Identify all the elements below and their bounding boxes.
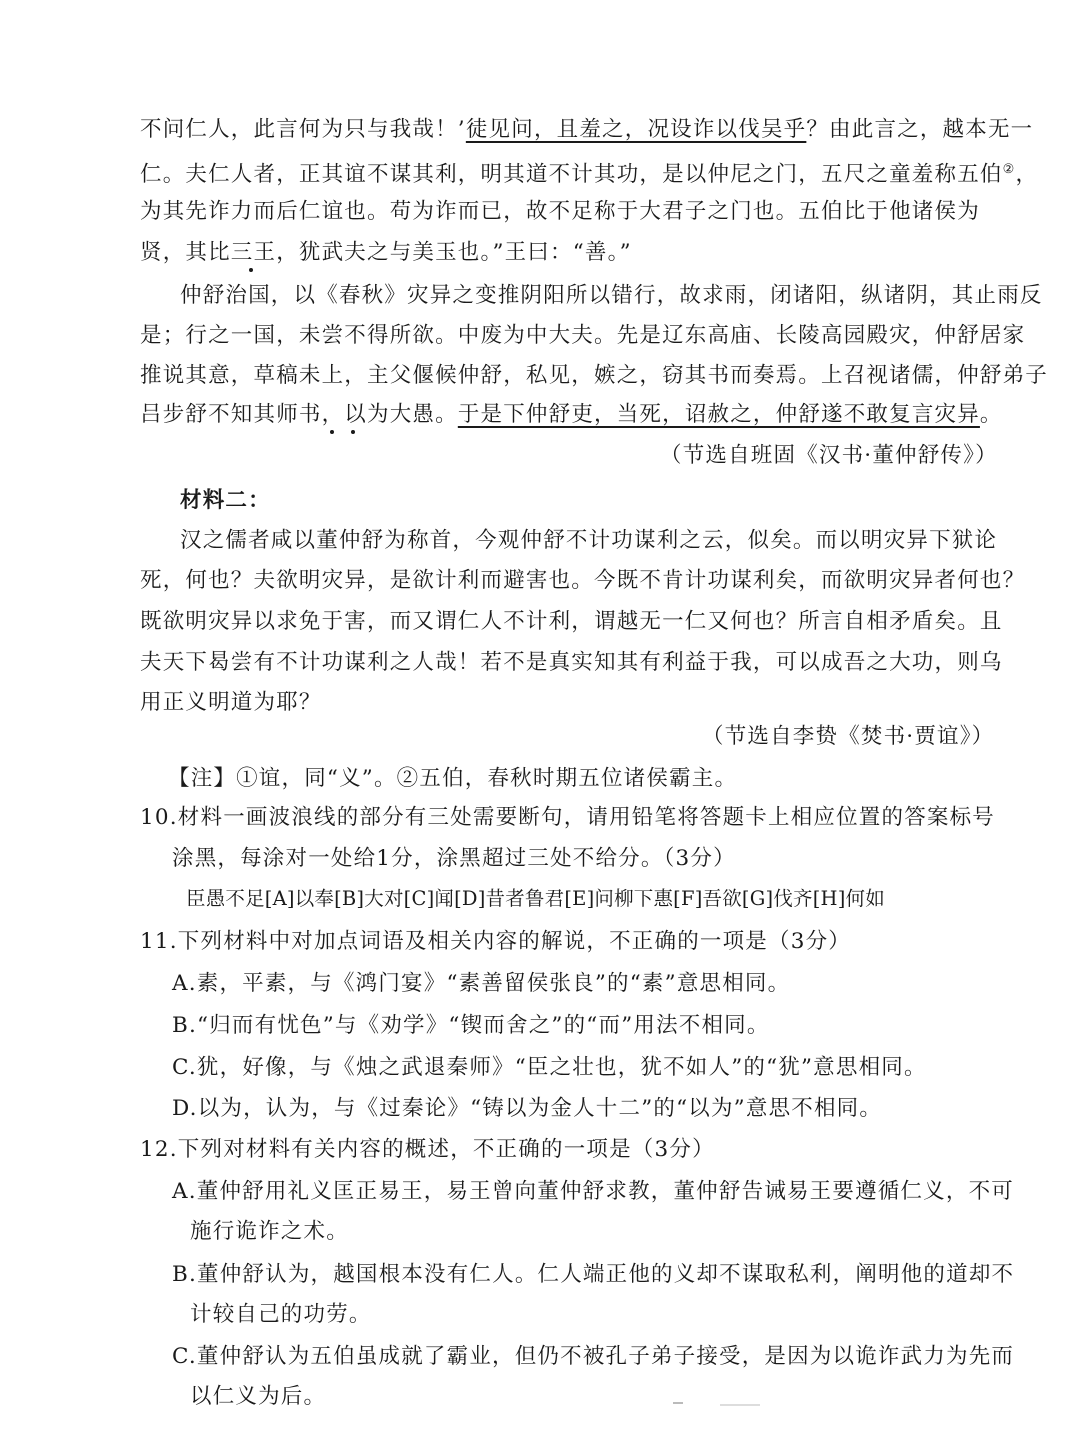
passage-line: 既欲明灾异以求免于害，而又谓仁人不计利，谓越无一仁又何也？所言自相矛盾矣。且	[140, 609, 1003, 634]
question-12-option-c: C.董仲舒认为五伯虽成就了霸业，但仍不被孔子弟子接受，是因为以诡诈武力为先而	[172, 1344, 1015, 1369]
passage-line: 用正义明道为耶？	[140, 690, 322, 715]
question-12-option-a-cont: 施行诡诈之术。	[190, 1219, 349, 1244]
question-10-stem: 10.材料一画波浪线的部分有三处需要断句，请用铅笔将答题卡上相应位置的答案标号	[140, 805, 995, 830]
question-12-option-a: A.董仲舒用礼义匡正易王，易王曾向董仲舒求教，董仲舒告诫易王要遵循仁义，不可	[172, 1179, 1014, 1204]
scan-artifact	[720, 1404, 760, 1406]
question-12-option-b: B.董仲舒认为，越国根本没有仁人。仁人端正他的义却不谋取私利，阐明他的道却不	[172, 1262, 1015, 1287]
passage-line: 夫天下曷尝有不计功谋利之人哉！若不是真实知其有利益于我，可以成吾之大功，则乌	[140, 650, 1003, 675]
emphasis-dot	[330, 430, 334, 434]
passage-line: 仁。夫仁人者，正其谊不谋其利，明其道不计其功，是以仲尼之门，五尺之童羞称五伯②，	[140, 162, 1039, 188]
section-heading: 材料二：	[180, 488, 271, 513]
underlined-sentence: 于是下仲舒吏，当死，诏赦之，仲舒遂不敢复言灾异	[457, 402, 980, 427]
passage-line: 是；行之一国，未尝不得所欲。中废为中大夫。先是辽东高庙、长陵高园殿灾，仲舒居家	[140, 323, 1026, 348]
passage-line: 推说其意，草稿未上，主父偃候仲舒，私见，嫉之，窃其书而奏焉。上召视诸儒，仲舒弟子	[140, 363, 1049, 388]
question-12-stem: 12.下列对材料有关内容的概述，不正确的一项是（3分）	[140, 1137, 715, 1162]
question-12-option-b-cont: 计较自己的功劳。	[190, 1302, 372, 1327]
footnote-marker: ②	[1002, 162, 1016, 177]
emphasis-dot	[351, 430, 355, 434]
underlined-sentence: 徒见问，且羞之，况设诈以伐吴乎	[465, 117, 807, 142]
question-12-option-c-cont: 以仁义为后。	[190, 1384, 327, 1409]
emphasis-dot	[249, 268, 253, 272]
question-11-option-a: A.素，平素，与《鸿门宴》“素善留侯张良”的“素”意思相同。	[172, 971, 791, 996]
passage-line: 为其先诈力而后仁谊也。苟为诈而已，故不足称于大君子之门也。五伯比于他诸侯为	[140, 199, 980, 224]
annotation-note: 【注】①谊，同“义”。②五伯，春秋时期五位诸侯霸主。	[168, 766, 738, 791]
source-citation: （节选自班固《汉书·董仲舒传》）	[660, 443, 998, 468]
question-10-stem-cont: 涂黑，每涂对一处给1分，涂黑超过三处不给分。（3分）	[172, 846, 736, 871]
question-11-option-d: D.以为，认为，与《过秦论》“铸以为金人十二”的“以为”意思不相同。	[172, 1096, 883, 1121]
question-11-option-b: B.“归而有忧色”与《劝学》“锲而舍之”的“而”用法不相同。	[172, 1013, 770, 1038]
passage-line: 死，何也？夫欲明灾异，是欲计利而避害也。今既不肯计功谋利矣，而欲明灾异者何也？	[140, 568, 1026, 593]
scan-artifact	[673, 1402, 683, 1404]
passage-line: 吕步舒不知其师书，以为大愚。于是下仲舒吏，当死，诏赦之，仲舒遂不敢复言灾异。	[140, 402, 1003, 427]
question-11-option-c: C.犹，好像，与《烛之武退秦师》“臣之壮也，犹不如人”的“犹”意思相同。	[172, 1055, 927, 1080]
source-citation: （节选自李贽《焚书·贾谊》）	[702, 724, 995, 749]
passage-line: 汉之儒者咸以董仲舒为称首，今观仲舒不计功谋利之云，似矣。而以明灾异下狱论	[180, 528, 998, 553]
passage-line: 仲舒治国，以《春秋》灾异之变推阴阳所以错行，故求雨，闭诸阳，纵诸阴，其止雨反	[180, 283, 1043, 308]
passage-line: 不问仁人，此言何为只与我哉！’徒见问，且羞之，况设诈以伐吴乎？由此言之，越本无一	[140, 117, 1034, 142]
question-11-stem: 11.下列材料中对加点词语及相关内容的解说，不正确的一项是（3分）	[140, 929, 851, 954]
question-10-options: 臣愚不足[A]以奉[B]大对[C]闻[D]昔者鲁君[E]问柳下惠[F]吾欲[G]伐齐[H]何如	[186, 887, 885, 910]
passage-line: 贤，其比三王，犹武夫之与美玉也。”王曰：“善。”	[140, 240, 632, 265]
